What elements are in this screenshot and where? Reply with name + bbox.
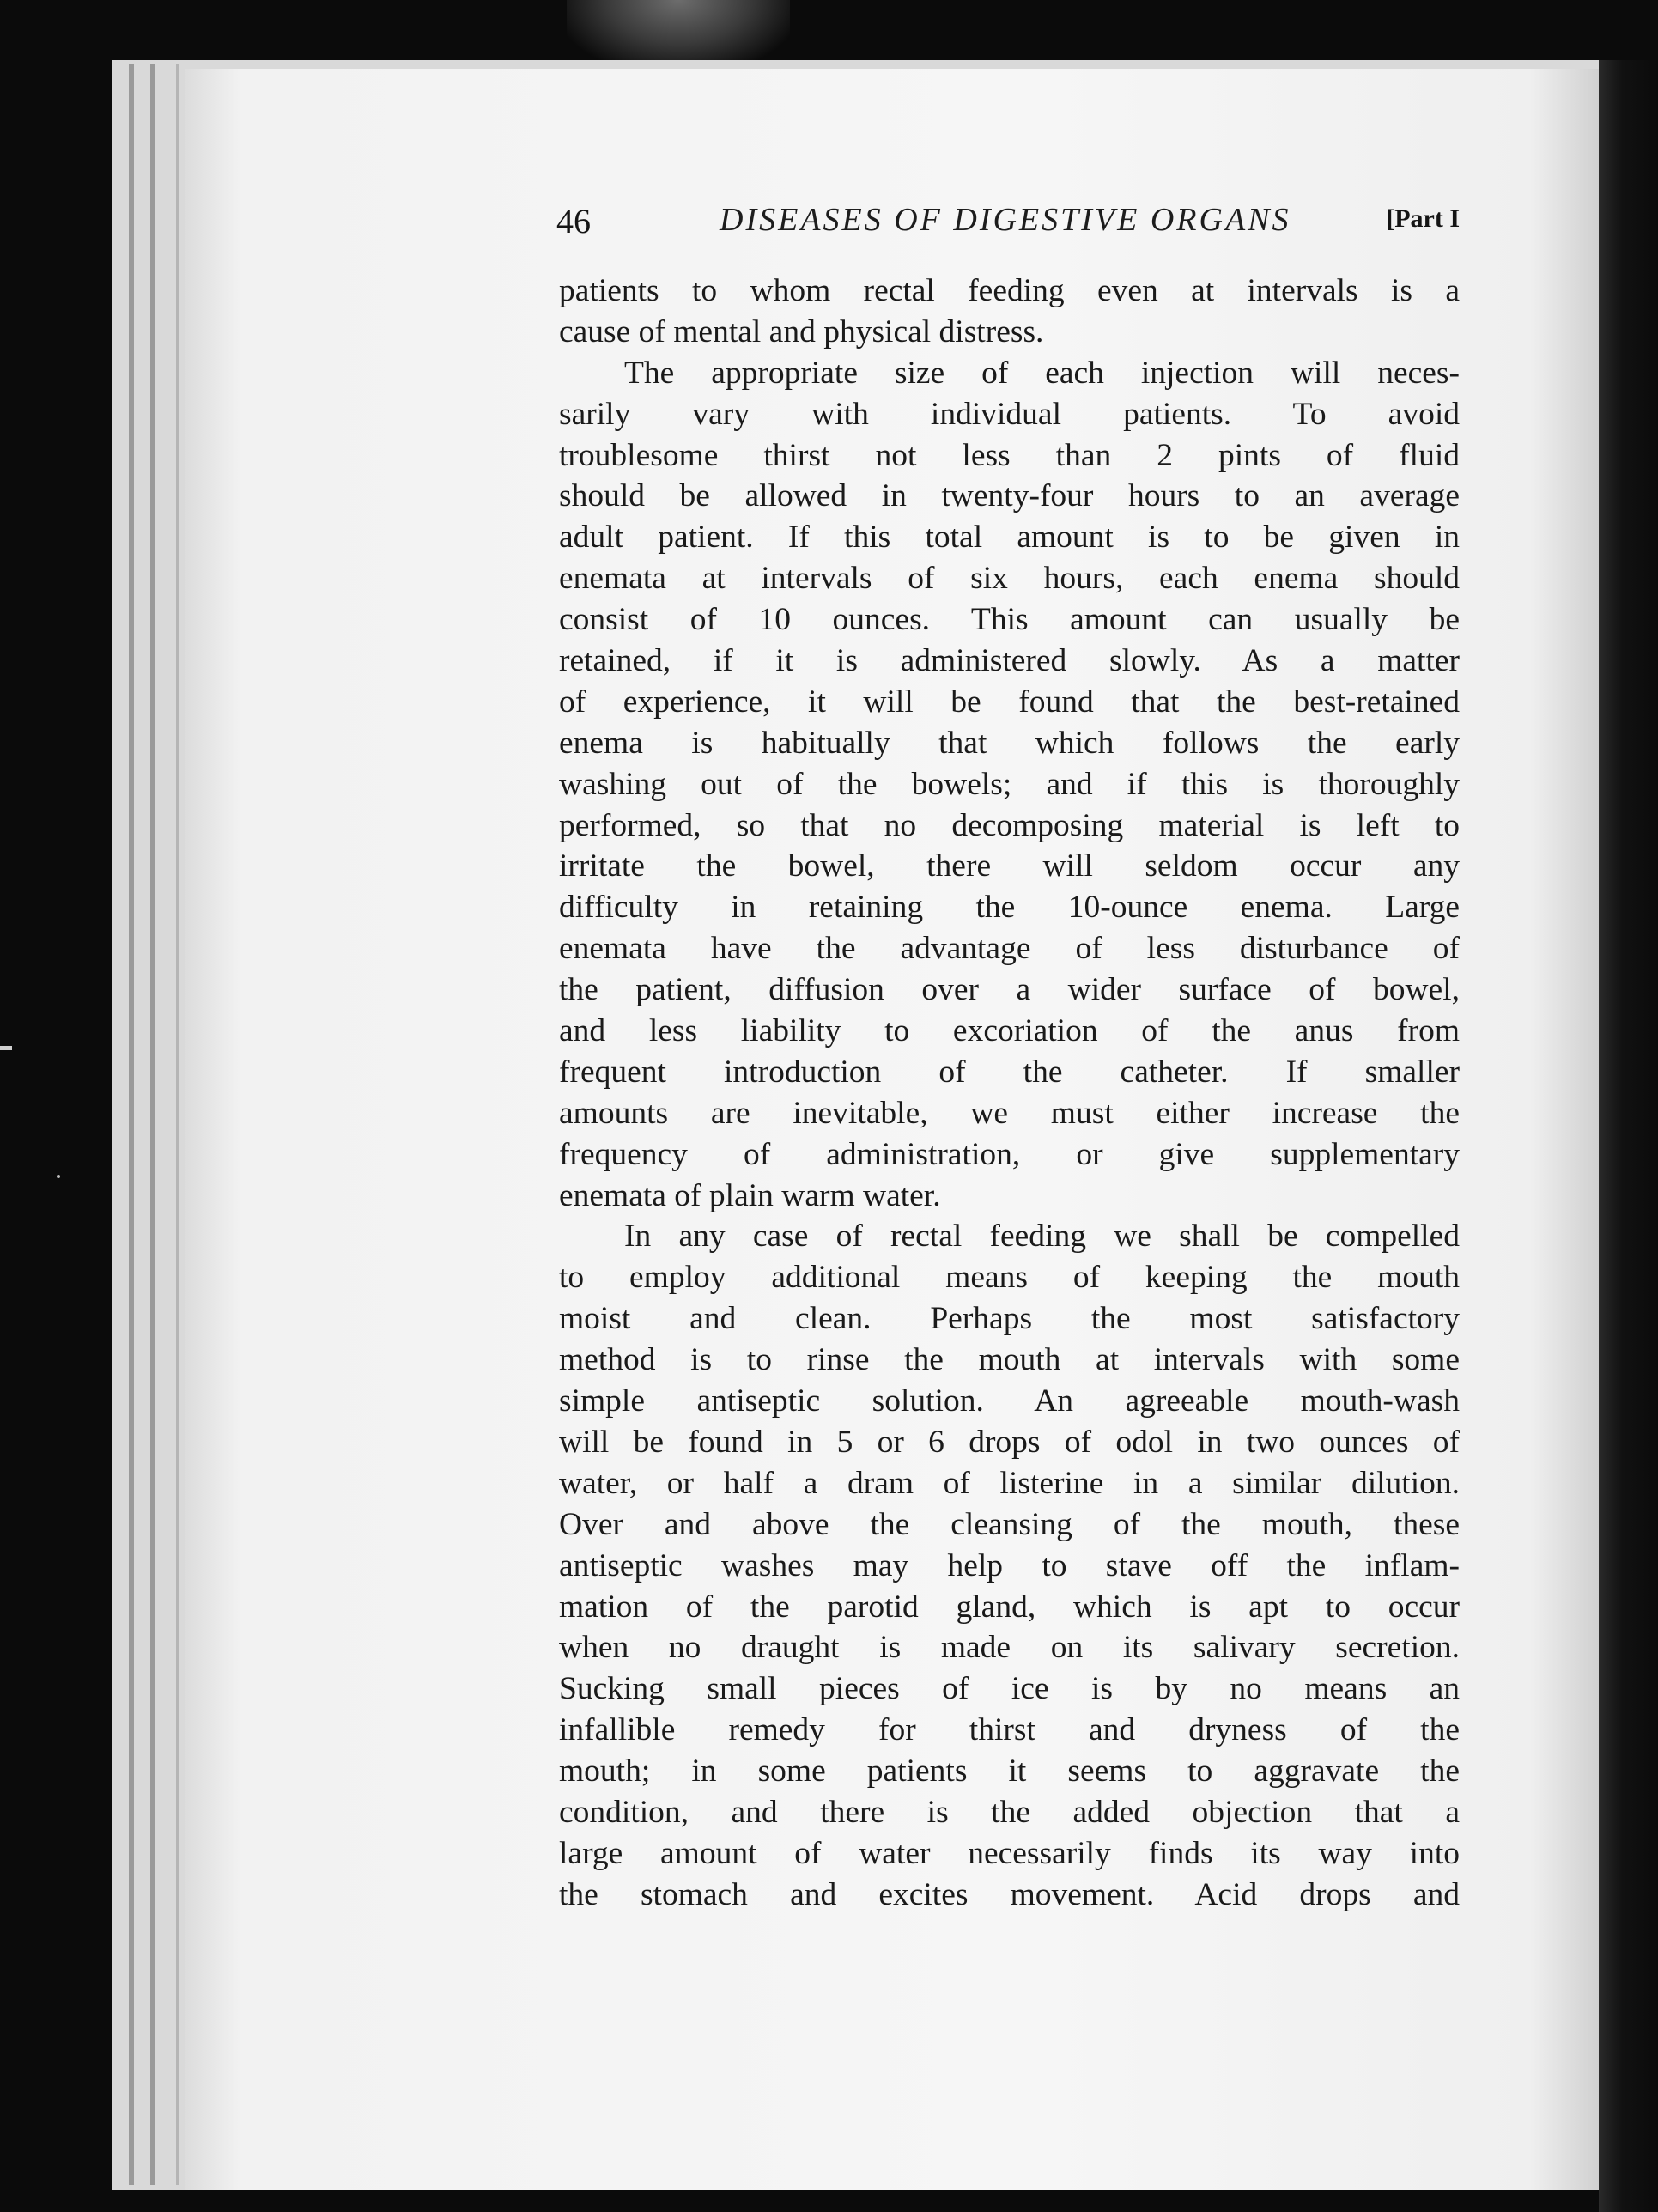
text-line: retained, if it is administered slowly. As a matter [559, 643, 1460, 679]
text-line: mation of the parotid gland, which is apt to occur [559, 1589, 1460, 1625]
text-line: and less liability to excoriation of the anus from [559, 1013, 1460, 1049]
text-line: In any case of rectal feeding we shall be compelled [624, 1218, 1460, 1255]
text-line: simple antiseptic solution. An agreeable mouth-wash [559, 1383, 1460, 1419]
text-line: frequent introduction of the catheter. If smaller [559, 1054, 1460, 1090]
text-line: sarily vary with individual patients. To avoid [559, 396, 1460, 432]
running-header [556, 196, 1460, 247]
text-line: performed, so that no decomposing material is left to [559, 807, 1460, 843]
running-title: DISEASES OF DIGESTIVE ORGANS [720, 202, 1291, 238]
text-line: difficulty in retaining the 10-ounce enema. Large [559, 890, 1460, 926]
text-line: enema is habitually that which follows the early [559, 725, 1460, 761]
text-line: the stomach and excites movement. Acid drops and [559, 1876, 1460, 1912]
page-number: 46 [556, 202, 591, 240]
text-line: to employ additional means of keeping the mouth [559, 1260, 1460, 1296]
paragraph [559, 1216, 1460, 1915]
text-line: frequency of administration, or give supplementary [559, 1136, 1460, 1172]
text-line: Sucking small pieces of ice is by no means an [559, 1671, 1460, 1707]
text-line: enemata of plain warm water. [559, 1177, 941, 1213]
text-line: moist and clean. Perhaps the most satisfactory [559, 1301, 1460, 1337]
torn-binding-edge [567, 0, 790, 69]
text-line: antiseptic washes may help to stave off the inflam- [559, 1547, 1460, 1583]
scan-mark [0, 1046, 12, 1050]
text-line: washing out of the bowels; and if this is thoroughly [559, 766, 1460, 802]
text-line: The appropriate size of each injection will neces- [624, 355, 1460, 391]
paragraph [559, 270, 1460, 353]
text-line: amounts are inevitable, we must either increase the [559, 1095, 1460, 1131]
text-line: infallible remedy for thirst and dryness of the [559, 1712, 1460, 1748]
paragraph [559, 353, 1460, 1217]
text-line: Over and above the cleansing of the mouth, these [559, 1506, 1460, 1542]
text-line: should be allowed in twenty-four hours to an average [559, 478, 1460, 514]
text-line: enemata at intervals of six hours, each enema should [559, 561, 1460, 597]
text-line: adult patient. If this total amount is to be given in [559, 520, 1460, 556]
text-line: enemata have the advantage of less disturbance of [559, 931, 1460, 967]
text-line: patients to whom rectal feeding even at intervals is a [559, 273, 1460, 308]
page-edge-line [176, 64, 179, 2185]
page-edge-line [150, 64, 155, 2185]
text-line: condition, and there is the added objection that a [559, 1794, 1460, 1830]
text-line: cause of mental and physical distress. [559, 313, 1044, 349]
text-line: irritate the bowel, there will seldom occur any [559, 848, 1460, 884]
text-line: the patient, diffusion over a wider surface of bowel, [559, 972, 1460, 1008]
text-line: water, or half a dram of listerine in a similar dilution. [559, 1465, 1460, 1501]
text-line: consist of 10 ounces. This amount can usually be [559, 602, 1460, 638]
gutter-shadow [1599, 60, 1658, 2212]
text-line: troublesome thirst not less than 2 pints of fluid [559, 437, 1460, 473]
text-line: when no draught is made on its salivary secretion. [559, 1630, 1460, 1666]
scan-dot [57, 1175, 60, 1178]
part-label: [Part I [1386, 204, 1460, 233]
text-line: mouth; in some patients it seems to aggravate the [559, 1753, 1460, 1790]
text-line: of experience, it will be found that the best-retained [559, 684, 1460, 720]
page-edge-line [129, 64, 134, 2185]
body-text [559, 270, 1460, 1916]
text-line: will be found in 5 or 6 drops of odol in two ounces of [559, 1424, 1460, 1460]
text-line: large amount of water necessarily finds its way into [559, 1835, 1460, 1871]
text-line: method is to rinse the mouth at intervals with some [559, 1342, 1460, 1378]
